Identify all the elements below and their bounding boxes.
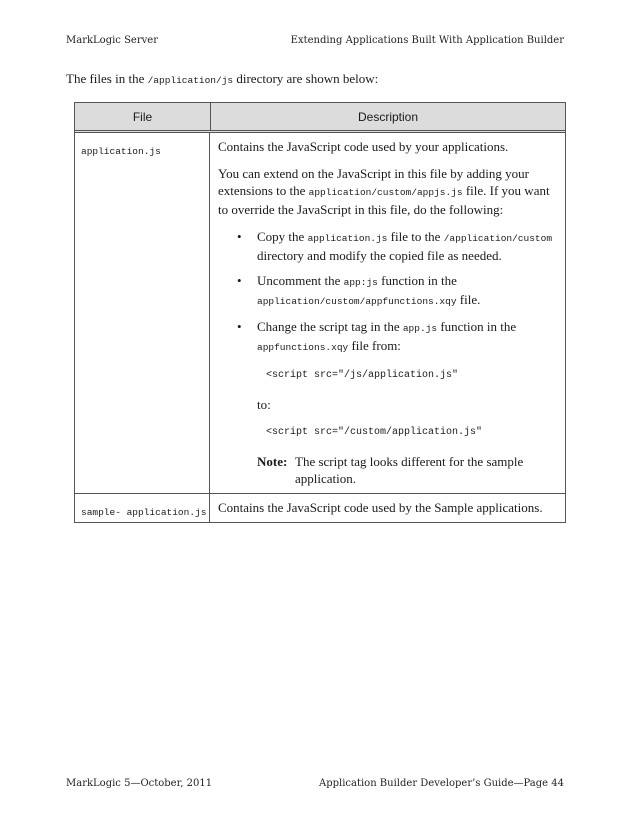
note	[218, 453, 557, 487]
b3-code2: appfunctions.xqy	[257, 342, 349, 353]
header-file: File	[75, 103, 211, 130]
p2-text-b: file. If you want to override the JavaScript in this file, do the following:	[218, 183, 550, 217]
page-header	[66, 35, 564, 49]
b2-b: function in the	[377, 273, 457, 288]
files-table	[74, 102, 566, 523]
desc-p1: Contains the JavaScript code used by your applications.	[218, 139, 509, 154]
list-item	[218, 272, 557, 310]
intro-path: /application/js	[147, 75, 234, 86]
b3-c: file from:	[348, 338, 401, 353]
bullet-icon: •	[237, 229, 242, 244]
footer-right: Application Builder Developer’s Guide—Page 44	[318, 778, 564, 789]
description-cell	[210, 133, 565, 493]
page-footer	[66, 778, 564, 792]
file-name: sample- application.js	[81, 507, 207, 518]
code-from	[218, 364, 557, 384]
to-label: to:	[257, 397, 271, 412]
intro-text	[66, 71, 378, 87]
footer-left: MarkLogic 5—October, 2011	[66, 778, 213, 789]
b2-c: file.	[456, 292, 481, 307]
table-row	[75, 493, 565, 522]
b2-a: Uncomment the	[257, 273, 344, 288]
note-text: The script tag looks different for the sample application.	[295, 454, 524, 486]
p2-code: application/custom/appjs.js	[308, 187, 463, 198]
b1-a: Copy the	[257, 229, 308, 244]
b3-code1: app.js	[402, 323, 438, 334]
b1-code2: /application/custom	[443, 233, 553, 244]
note-label: Note:	[257, 454, 288, 469]
file-cell	[75, 133, 210, 493]
b1-code1: application.js	[307, 233, 388, 244]
p2-text-a: You can extend on the JavaScript in this file by adding your extensions to the	[218, 166, 529, 198]
code-to	[218, 421, 557, 441]
b3-b: function in the	[437, 319, 517, 334]
b2-code2: application/custom/appfunctions.xqy	[257, 296, 457, 307]
b1-c: directory and modify the copied file as needed.	[257, 248, 502, 263]
code1: <script src="/js/application.js"	[266, 370, 459, 381]
desc-p1: Contains the JavaScript code used by the Sample applications.	[218, 500, 543, 515]
list-item	[218, 228, 557, 264]
bullet-icon: •	[237, 319, 242, 334]
intro-before: The files in the	[66, 71, 148, 86]
file-cell	[75, 494, 210, 522]
code2: <script src="/custom/application.js"	[266, 427, 483, 438]
file-name: application.js	[81, 146, 161, 157]
header-left: MarkLogic Server	[66, 35, 158, 46]
intro-after: directory are shown below:	[233, 71, 379, 86]
table-row	[75, 133, 565, 493]
bullet-icon: •	[237, 273, 242, 288]
description-cell	[210, 494, 565, 522]
header-description: Description	[357, 109, 419, 124]
list-item	[218, 318, 557, 356]
b2-code1: app:js	[343, 277, 378, 288]
desc-p2	[218, 165, 557, 218]
steps-list	[218, 228, 557, 356]
b3-a: Change the script tag in the	[257, 319, 403, 334]
b1-b: file to the	[387, 229, 444, 244]
table-header	[75, 103, 565, 133]
header-right: Extending Applications Built With Application Builder	[290, 35, 564, 46]
